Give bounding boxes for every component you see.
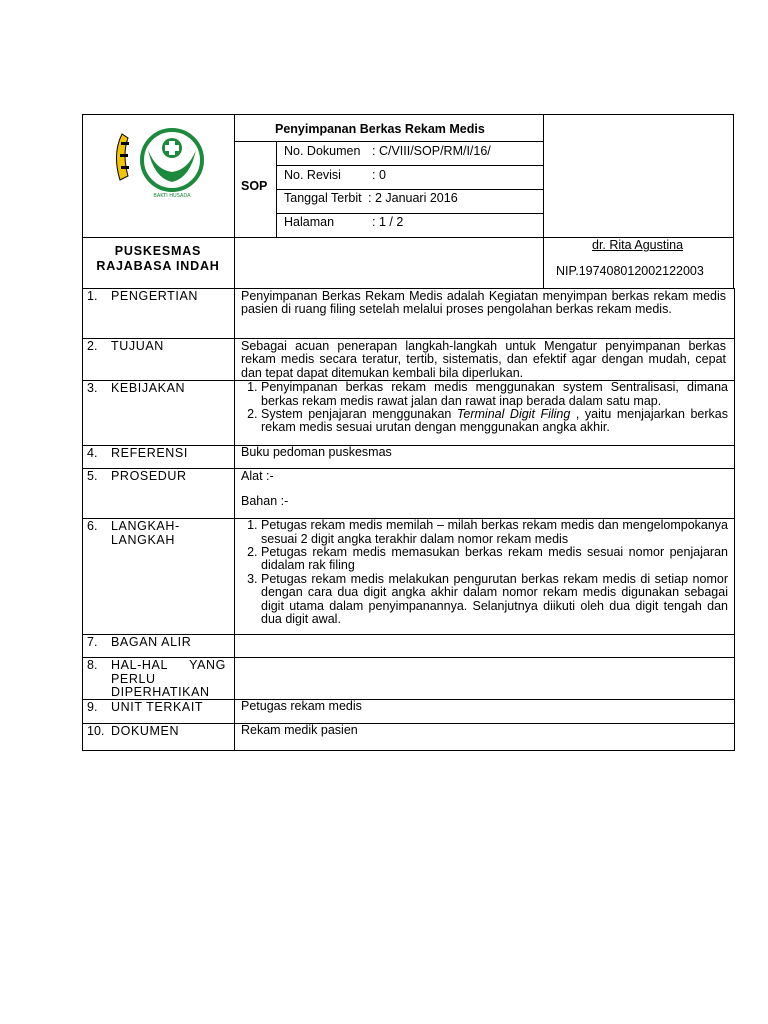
- section-label-b: YANG: [189, 658, 226, 673]
- table-row: [83, 446, 735, 469]
- meta-value-tanggal-terbit: : 2 Januari 2016: [368, 191, 458, 205]
- section-label: PENGERTIAN: [111, 289, 199, 303]
- prosedur-alat: Alat :-: [241, 469, 274, 484]
- section-label: UNIT TERKAIT: [111, 700, 204, 715]
- section-number: 6.: [87, 519, 98, 534]
- section-number: 10.: [87, 724, 105, 739]
- puskesmas-logo: [108, 124, 208, 200]
- sop-document: [82, 114, 734, 739]
- langkah-list: [235, 519, 734, 626]
- signer-nip: NIP.197408012002122003: [556, 264, 704, 278]
- meta-value-no-dokumen: : C/VIII/SOP/RM/I/16/: [372, 144, 491, 158]
- section-label: REFERENSI: [111, 446, 188, 461]
- section-label: HAL-HAL: [111, 658, 168, 673]
- list-item: 3. Petugas rekam medis melakukan pengurutan berkas rekam medis di setiap nomor dengan cara dua digit angka akhir dalam nomor rekam medis digunakan sebagai digit utama dalam penyimpanannya. Selanjutnya diikuti oleh dua digit tengah dan dua digit awal.: [261, 573, 734, 627]
- section-label: KEBIJAKAN: [111, 381, 186, 396]
- section-text-pengertian: Penyimpanan Berkas Rekam Medis adalah Kegiatan menyimpan berkas rekam medis pasien di ruang filing setelah melalui proses pengolahan berkas rekam medis.: [241, 289, 726, 317]
- table-row: [83, 519, 735, 635]
- section-number: 1.: [87, 289, 98, 303]
- prosedur-bahan: Bahan :-: [241, 493, 289, 508]
- meta-value-halaman: : 1 / 2: [372, 215, 404, 229]
- table-row: [83, 289, 735, 339]
- section-label: DOKUMEN: [111, 724, 180, 739]
- section-label-cont: PERLU: [111, 671, 156, 686]
- section-label: TUJUAN: [111, 339, 164, 353]
- meta-label-no-dokumen: No. Dokumen: [284, 144, 361, 158]
- section-number: 9.: [87, 700, 98, 715]
- sop-label: SOP: [241, 179, 268, 193]
- document-title: Penyimpanan Berkas Rekam Medis: [275, 122, 485, 136]
- signer-name: dr. Rita Agustina: [592, 238, 684, 252]
- org-name-line2: RAJABASA INDAH: [96, 259, 220, 273]
- section-label: LANGKAH-: [111, 519, 180, 534]
- table-row: [83, 635, 735, 658]
- table-row: [83, 469, 735, 519]
- section-label: PROSEDUR: [111, 469, 187, 484]
- section-text-referensi: Buku pedoman puskesmas: [241, 445, 392, 460]
- section-number: 2.: [87, 339, 98, 353]
- meta-value-no-revisi: : 0: [372, 168, 386, 182]
- table-row: [83, 700, 735, 724]
- list-item: 2. Petugas rekam medis memasukan berkas rekam medis sesuai nomor penjajaran didalam rak filing: [261, 546, 734, 573]
- section-number: 5.: [87, 469, 98, 484]
- org-name-line1: PUSKESMAS: [114, 244, 202, 258]
- section-number: 4.: [87, 446, 98, 461]
- meta-label-no-revisi: No. Revisi: [284, 168, 341, 182]
- section-number: 3.: [87, 381, 98, 396]
- section-text-tujuan: Sebagai acuan penerapan langkah-langkah untuk Mengatur penyimpanan berkas rekam medis secara teratur, tertib, sistematis, dan efektif agar dengan mudah, cepat dan tepat dapat ditemukan kembali bila diperlukan.: [241, 339, 726, 380]
- section-label: BAGAN ALIR: [111, 635, 192, 650]
- list-item: 2. System penjajaran menggunakan Terminal Digit Filing , yaitu menjajarkan berkas rekam medis sesuai urutan dengan menggunakan angka akhir.: [261, 408, 734, 435]
- table-row: [83, 724, 735, 751]
- table-row: [83, 381, 735, 446]
- section-label-cont: LANGKAH: [111, 532, 175, 547]
- table-row: [83, 339, 735, 381]
- kebijakan-list: [235, 381, 734, 435]
- section-label-cont: DIPERHATIKAN: [111, 685, 210, 700]
- sop-sections-table: [82, 288, 735, 751]
- meta-label-halaman: Halaman: [284, 215, 335, 229]
- list-item: 1. Petugas rekam medis memilah – milah berkas rekam medis dan mengelompokanya sesuai 2 digit angka terakhir dalam nomor rekam medis: [261, 519, 734, 546]
- table-row: [83, 658, 735, 700]
- section-text-unit-terkait: Petugas rekam medis: [241, 699, 362, 714]
- section-number: 7.: [87, 635, 98, 650]
- meta-label-tanggal-terbit: Tanggal Terbit: [284, 191, 362, 205]
- list-item: 1. Penyimpanan berkas rekam medis menggunakan system Sentralisasi, dimana berkas rekam medis rawat jalan dan rawat inap berada dalam satu map.: [261, 381, 734, 408]
- section-number: 8.: [87, 658, 98, 673]
- document-header: [82, 114, 734, 288]
- logo-text: BAKTI HUSADA: [153, 193, 191, 199]
- section-text-dokumen: Rekam medik pasien: [241, 723, 358, 738]
